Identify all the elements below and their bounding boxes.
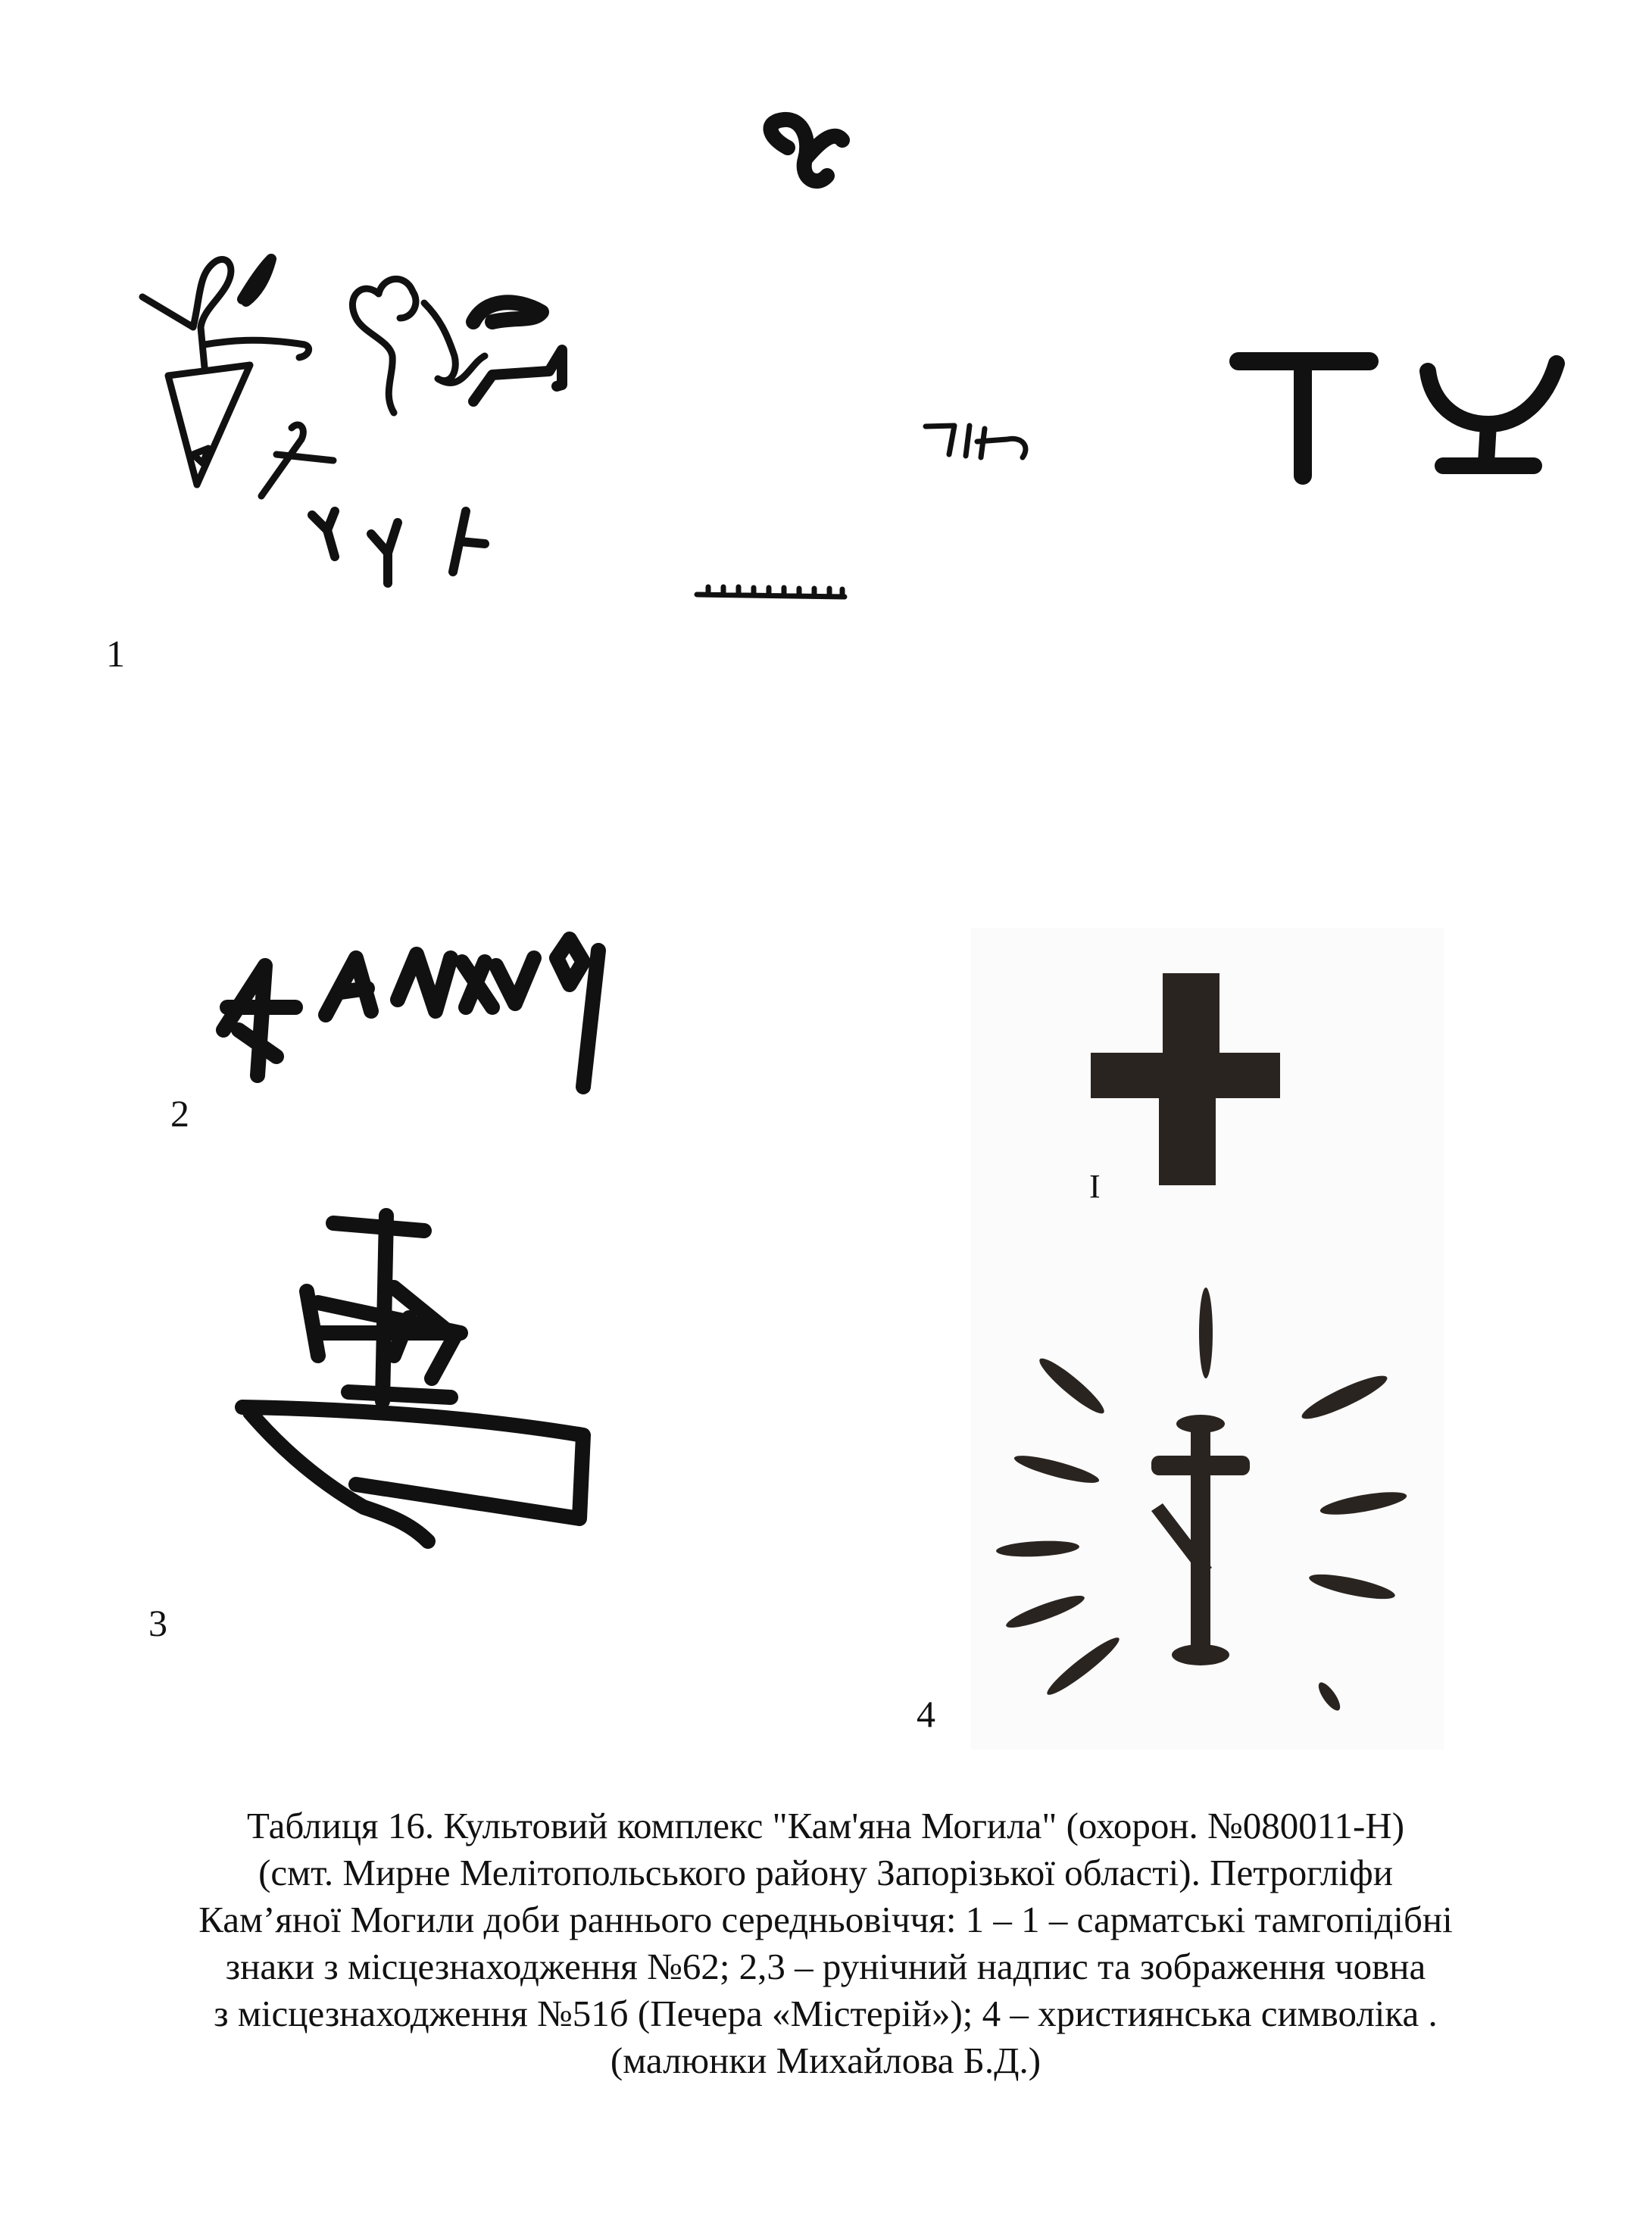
boat-hull — [242, 1407, 583, 1541]
figure-4-sub-label: I — [1089, 1168, 1101, 1205]
figure-1-label: 1 — [106, 632, 125, 675]
rune-5 — [557, 939, 583, 985]
radiant-cross-top — [1176, 1415, 1225, 1433]
ray-right-2 — [1319, 1487, 1408, 1519]
caption-line: Таблиця 16. Культовий комплекс "Кам'яна Могила" (охорон. №080011-Н) — [246, 1805, 1405, 1846]
ray-right-4 — [1315, 1679, 1344, 1713]
rune-1 — [223, 966, 295, 1075]
ray-right-3 — [1307, 1569, 1397, 1604]
tamga-crescent-left — [242, 259, 271, 301]
ray-right-1 — [1298, 1369, 1391, 1425]
tamga-large-t — [1238, 361, 1369, 476]
figure-2-runic-inscription — [223, 939, 598, 1087]
ray-left-2 — [1012, 1450, 1101, 1487]
ray-left-5 — [1043, 1632, 1124, 1700]
rune-2 — [326, 958, 371, 1015]
figure-4-christian-symbols — [996, 973, 1408, 1714]
ray-top — [1199, 1288, 1213, 1378]
tamga-large-y-anchor — [1428, 364, 1557, 466]
radiant-cross-bar — [1151, 1456, 1250, 1475]
caption-line: знаки з місцезнаходження №62; 2,3 – рунічний надпис та зображення човна — [225, 1946, 1426, 1987]
tamga-comb-line — [697, 587, 845, 597]
tamga-flag-triangle — [142, 259, 309, 485]
rune-3 — [398, 954, 451, 1011]
figure-2-label: 2 — [170, 1092, 189, 1135]
radiant-cross-base — [1172, 1644, 1229, 1665]
tamga-small-hatch — [193, 448, 208, 464]
caption-line: (малюнки Михайлова Б.Д.) — [610, 2040, 1041, 2081]
tamga-small-y-3 — [453, 511, 485, 572]
figure-3-boat — [242, 1216, 583, 1541]
tamga-small-y-1 — [312, 511, 335, 557]
figure-3-label: 3 — [148, 1602, 167, 1644]
tamga-cross-hook — [261, 425, 333, 496]
figure-caption — [45, 1803, 1606, 2084]
caption-line: з місцезнаходження №51б (Печера «Містерій»); 4 – християнська символіка . — [214, 1993, 1438, 2034]
figure-4-label: 4 — [917, 1693, 935, 1735]
caption-line: (смт. Мирне Мелітопольського району Запорізької області). Петрогліфи — [258, 1852, 1393, 1893]
figure-1-tamga-signs — [142, 120, 1557, 597]
ray-left-3 — [996, 1539, 1080, 1559]
caption-line: Кам’яної Могили доби раннього середньовіччя: 1 – 1 – сарматські тамгопідібні — [198, 1899, 1453, 1940]
ray-left-4 — [1004, 1590, 1087, 1633]
boat-deck — [348, 1392, 451, 1397]
ray-left-1 — [1035, 1353, 1109, 1419]
tamga-small-y-2 — [371, 523, 398, 583]
tamga-comb-sign — [926, 426, 1026, 457]
tamga-lyre-sign — [352, 279, 485, 413]
tamga-crescent-right — [473, 302, 542, 322]
christian-cross — [1091, 973, 1280, 1185]
tamga-s-sign — [771, 120, 842, 181]
rune-4 — [462, 958, 534, 1007]
